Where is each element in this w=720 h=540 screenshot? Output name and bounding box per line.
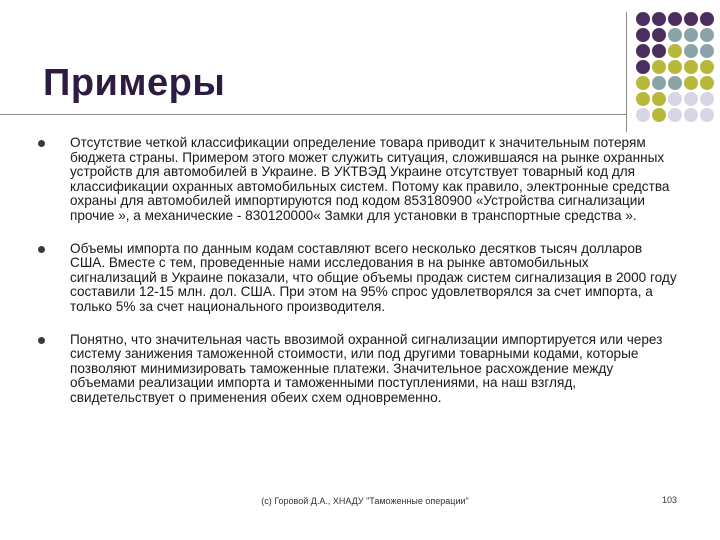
decorative-dot (636, 12, 650, 26)
bullet-text: Объемы импорта по данным кодам составляют всего несколько десятков тысяч долларов США. Вместе с тем, проведенные нами исследования в на рынке автомобильных сигнализаций в Украине показали, что общие объемы продаж систем сигнализация в 2000 году составили 12-15 млн. дол. США. При этом на 95% спрос удовлетворялся за счет импорта, а только 5% за счет национального производителя. (70, 240, 677, 314)
decorative-dot (700, 28, 714, 42)
slide-footer: (c) Горовой Д.А., ХНАДУ "Таможенные операции" (261, 496, 469, 506)
decorative-dot (652, 12, 666, 26)
decorative-dot (652, 44, 666, 58)
title-divider (0, 114, 626, 115)
decorative-dot (700, 44, 714, 58)
decorative-dot (700, 92, 714, 106)
decorative-dot (668, 28, 682, 42)
decorative-dot (700, 76, 714, 90)
page-number: 103 (662, 495, 678, 505)
decorative-dot (684, 12, 698, 26)
decorative-dot (636, 44, 650, 58)
decorative-dot (652, 60, 666, 74)
decorative-dot (668, 12, 682, 26)
decorative-dot (684, 60, 698, 74)
decorative-dot (684, 92, 698, 106)
bullet-item (38, 136, 678, 224)
bullet-marker-icon (38, 337, 45, 344)
decorative-dot (700, 60, 714, 74)
decorative-dot (700, 108, 714, 122)
decorative-dot (636, 60, 650, 74)
decorative-dot (652, 28, 666, 42)
corner-divider (626, 12, 627, 132)
decorative-dot-grid (636, 12, 720, 124)
bullet-marker-icon (38, 140, 45, 147)
bullet-item (38, 333, 678, 406)
decorative-dot (636, 108, 650, 122)
bullet-marker-icon (38, 246, 45, 253)
decorative-dot (652, 108, 666, 122)
decorative-dot (636, 76, 650, 90)
decorative-dot (700, 12, 714, 26)
bullet-text: Отсутствие четкой классификации определение товара приводит к значительным потерям бюджета страны. Примером этого может служить ситуация, сложившаяся на рынке охранных устройств для автомобилей в Украине. В УКТВЭД Украине отсутствует товарный код для классификации охранных автомобильных систем. Потому как правило, электронные средства охраны для автомобилей импортируются под кодом 853180900 «Устройства сигнализации прочие », а механические - 830120000« Замки для установки в транспортные средства ». (70, 135, 670, 223)
decorative-dot (684, 44, 698, 58)
decorative-dot (668, 92, 682, 106)
decorative-dot (668, 60, 682, 74)
decorative-dot (652, 76, 666, 90)
decorative-dot (684, 108, 698, 122)
decorative-dot (636, 92, 650, 106)
decorative-dot (684, 76, 698, 90)
bullet-text: Понятно, что значительная часть ввозимой охранной сигнализации импортируется или через систему занижения таможенной стоимости, или под другими товарными кодами, которые позволяют минимизировать таможенные платежи. Значительное расхождение между объемами реализации импорта и таможенными поступлениями, на наш взгляд, свидетельствует о применения обеих схем одновременно. (70, 331, 663, 405)
decorative-dot (668, 44, 682, 58)
decorative-dot (636, 28, 650, 42)
bullet-list (38, 136, 678, 424)
decorative-dot (668, 76, 682, 90)
decorative-dot (684, 28, 698, 42)
slide-title: Примеры (43, 62, 226, 104)
decorative-dot (668, 108, 682, 122)
decorative-dot (652, 92, 666, 106)
bullet-item (38, 242, 678, 315)
